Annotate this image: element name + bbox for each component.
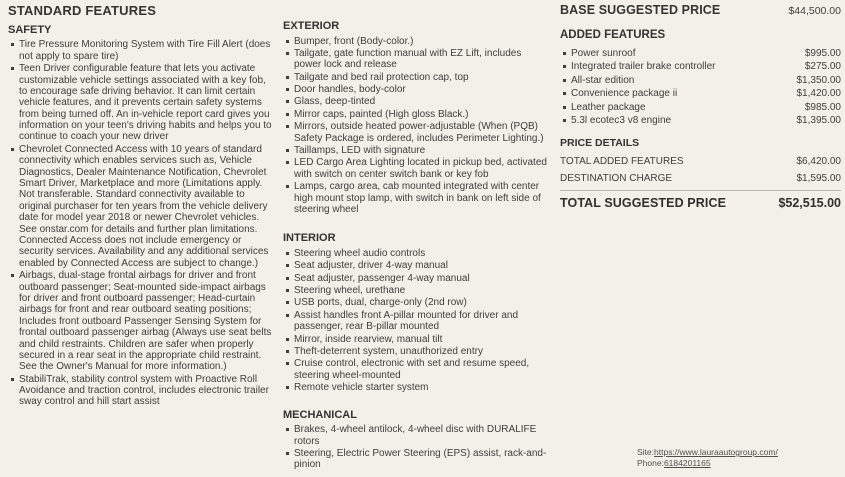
feature-item: Mirror, inside rearview, manual tilt	[294, 334, 551, 345]
site-line	[637, 447, 778, 458]
feature-item: Theft-deterrent system, unauthorized entry	[294, 346, 551, 357]
added-feature-label: Integrated trailer brake controller	[560, 61, 716, 72]
base-price-value: $44,500.00	[788, 5, 841, 17]
feature-item: Steering wheel, urethane	[294, 285, 551, 296]
price-detail-value: $6,420.00	[796, 156, 841, 168]
base-price-row	[560, 3, 841, 18]
section-heading-safety: SAFETY	[8, 23, 52, 36]
phone-line	[637, 458, 778, 469]
price-detail-value: $1,595.00	[796, 172, 841, 184]
added-feature-price: $1,350.00	[796, 74, 841, 86]
feature-item: Assist handles front A-pillar mounted for driver and passenger, rear B-pillar mounted	[294, 310, 551, 333]
added-feature-price: $1,420.00	[796, 88, 841, 100]
page-title: STANDARD FEATURES	[8, 3, 157, 18]
added-feature-row	[560, 88, 841, 99]
price-details-heading: PRICE DETAILS	[560, 137, 640, 150]
price-detail-row	[560, 173, 841, 184]
added-feature-row	[560, 48, 841, 59]
total-divider	[560, 190, 841, 191]
price-detail-label: DESTINATION CHARGE	[560, 172, 673, 184]
added-feature-label: Convenience package ii	[560, 88, 677, 99]
interior-feature-list	[283, 248, 551, 394]
feature-item: Airbags, dual-stage frontal airbags for driver and front outboard passenger; Seat-mounted side-impact airbags for driver and front outboard passenger; Head-curtain airbags for front and rear outboard seating positions; Includes front outboard Passenger Sensing System for frontal outboard passenger airbag (Always use seat belts and child restraints. Children are safer when properly secured in a rear seat in the appropriate child restraint. See the Owner's Manual for more information.)	[19, 270, 272, 373]
feature-item: Tire Pressure Monitoring System with Tire Fill Alert (does not apply to spare tire)	[19, 39, 271, 62]
feature-item: StabiliTrak, stability control system with Proactive Roll Avoidance and traction control, includes electronic trailer sway control and hill start assist	[19, 374, 272, 408]
added-feature-price: $275.00	[804, 61, 841, 73]
feature-item: Steering, Electric Power Steering (EPS) assist, rack-and-pinion	[294, 448, 551, 471]
site-label: Site:	[637, 447, 655, 457]
mechanical-feature-list	[283, 424, 551, 471]
feature-item: LED Cargo Area Lighting located in pickup bed, activated with switch on center switch bank or key fob	[294, 157, 551, 180]
price-detail-label: TOTAL ADDED FEATURES	[560, 156, 684, 168]
standard-features-column-safety	[8, 4, 272, 414]
feature-item: Tailgate and bed rail protection cap, top	[294, 72, 551, 83]
feature-item: Taillamps, LED with signature	[294, 145, 551, 156]
added-feature-row	[560, 102, 841, 113]
feature-item: Lamps, cargo area, cab mounted integrated with center high mount stop lamp, with switch in bank on left side of steering wheel	[294, 181, 551, 215]
added-feature-label: All-star edition	[560, 75, 634, 86]
section-heading-interior: INTERIOR	[283, 232, 336, 245]
dealer-contact-footer	[637, 447, 778, 468]
added-feature-label: Power sunroof	[560, 48, 635, 59]
phone-link[interactable]: 6184201165	[663, 457, 711, 468]
feature-item: Bumper, front (Body-color.)	[294, 36, 551, 47]
standard-features-column-exterior-interior	[283, 20, 551, 477]
feature-item: Brakes, 4-wheel antilock, 4-wheel disc with DURALIFE rotors	[294, 424, 551, 447]
added-feature-row	[560, 75, 841, 86]
feature-item: Seat adjuster, passenger 4-way manual	[294, 273, 551, 284]
total-price-value: $52,515.00	[778, 196, 841, 211]
exterior-feature-list	[283, 36, 551, 216]
section-heading-mechanical: MECHANICAL	[283, 408, 357, 421]
total-price-row	[560, 196, 841, 210]
feature-item: Mirrors, outside heated power-adjustable (When (PQB) Safety Package is ordered, includes Perimeter Lighting.)	[294, 121, 551, 144]
added-feature-price: $1,395.00	[796, 115, 841, 127]
feature-item: Glass, deep-tinted	[294, 96, 551, 107]
added-feature-label: Leather package	[560, 102, 646, 113]
added-feature-label: 5.3l ecotec3 v8 engine	[560, 115, 671, 126]
added-features-heading: ADDED FEATURES	[560, 28, 666, 41]
base-price-label: BASE SUGGESTED PRICE	[560, 3, 721, 17]
feature-item: Seat adjuster, driver 4-way manual	[294, 260, 551, 271]
feature-item: USB ports, dual, charge-only (2nd row)	[294, 297, 551, 308]
phone-label: Phone:	[637, 457, 664, 468]
feature-item: Tailgate, gate function manual with EZ Lift, includes power lock and release	[294, 48, 551, 71]
feature-item: Door handles, body-color	[294, 84, 551, 95]
added-feature-price: $995.00	[804, 48, 841, 60]
added-feature-row	[560, 61, 841, 72]
section-heading-exterior: EXTERIOR	[283, 20, 340, 32]
feature-item: Teen Driver configurable feature that lets you activate customizable vehicle settings associated with a key fob, to encourage safe driving behavior. It can limit certain vehicle features, and it prevents certain safety systems from being turned off. An in-vehicle report card gives you information on your teen's driving habits and helps you to continue to coach your new driver	[19, 63, 272, 143]
feature-item: Mirror caps, painted (High gloss Black.)	[294, 109, 551, 120]
feature-item: Cruise control, electronic with set and resume speed, steering wheel-mounted	[294, 358, 551, 381]
added-feature-row	[560, 115, 841, 126]
price-detail-row	[560, 156, 841, 167]
feature-item: Steering wheel audio controls	[294, 248, 551, 259]
pricing-panel	[560, 3, 841, 210]
safety-feature-list	[8, 39, 272, 408]
site-link[interactable]: https://www.lauraautogroup.com/	[654, 447, 778, 457]
feature-item: Chevrolet Connected Access with 10 years of standard connectivity which enables services such as, Vehicle Diagnostics, Dealer Maintenance Notification, Chevrolet Smart Driver, Marketplace and more (Limitations apply. Not transferable. Standard connectivity available to original purchaser for ten years from the vehicle delivery date for model year 2018 or newer Chevrolet vehicles. See onstar.com for details and further plan limitations. Connected Access does not include emergency or security services. Availability and any additional services enabled by Connected Access are subject to change.)	[19, 144, 272, 269]
total-price-label: TOTAL SUGGESTED PRICE	[560, 196, 727, 211]
feature-item: Remote vehicle starter system	[294, 382, 551, 393]
added-feature-price: $985.00	[804, 101, 841, 113]
